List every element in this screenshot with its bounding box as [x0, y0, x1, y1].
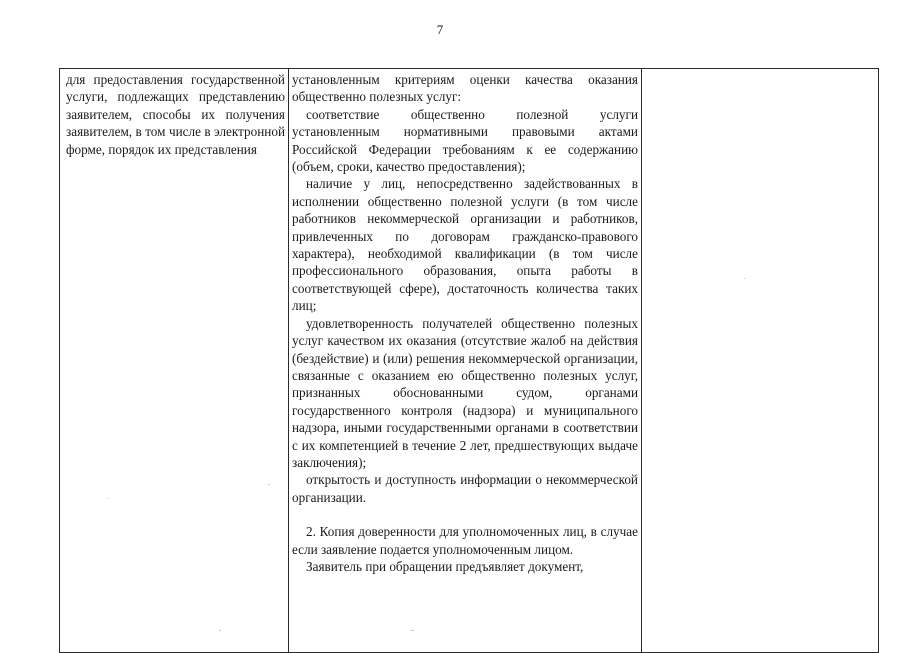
- cell-text-requirement: для предоставления государственной услуги, подлежащих представлению заявителем, способы их получения заявителем, в том числе в электронной форме, порядок их представления: [66, 72, 285, 157]
- paragraph-power-of-attorney: 2. Копия доверенности для уполномоченных лиц, в случае если заявление подается уполномоченным лицом.: [292, 524, 638, 557]
- page-number: 7: [436, 22, 444, 37]
- scan-speck: [268, 484, 270, 485]
- paragraph-criteria-compliance: соответствие общественно полезной услуги установленным нормативными правовыми актами Российской Федерации требованиям к ее содержанию (объем, сроки, качество предоставления);: [292, 106, 638, 175]
- paragraph-criteria-openness: открытость и доступность информации о некоммерческой организации.: [292, 472, 638, 505]
- scan-speck: [411, 630, 414, 631]
- paragraph-applicant-document: Заявитель при обращении предъявляет документ,: [306, 558, 584, 574]
- paragraph-criteria-satisfaction: удовлетворенность получателей общественно полезных услуг качеством их оказания (отсутствие жалоб на действия (бездействие) и (или) решения некоммерческой организации, связанные с оказанием ею общественно полезных услуг, признанных обоснованными судом, органами государственного контроля (надзора) и муниципального надзора, иными государственными органами в соответствии с их компетенцией в течение 2 лет, предшествующих выдаче заключения);: [292, 315, 638, 470]
- scan-speck: [107, 498, 108, 499]
- table-cell-empty: [642, 69, 879, 653]
- scan-speck: [744, 278, 745, 279]
- paragraph-criteria-qualification: наличие у лиц, непосредственно задействованных в исполнении общественно полезной услуги (в том числе работников некоммерческой организации и работников, привлеченных по договорам гражданско-правового характера), необходимой квалификации (в том числе профессионального образования, опыта работы в соответствующей сфере), достаточность количества таких лиц;: [292, 176, 638, 314]
- scan-speck: [219, 630, 221, 631]
- table-cell-documents: [289, 69, 642, 653]
- table-row: [60, 69, 879, 653]
- paragraph-criteria-intro: установленным критериям оценки качества оказания общественно полезных услуг:: [292, 72, 638, 105]
- table-cell-requirement: [60, 69, 289, 653]
- document-table: [59, 68, 879, 653]
